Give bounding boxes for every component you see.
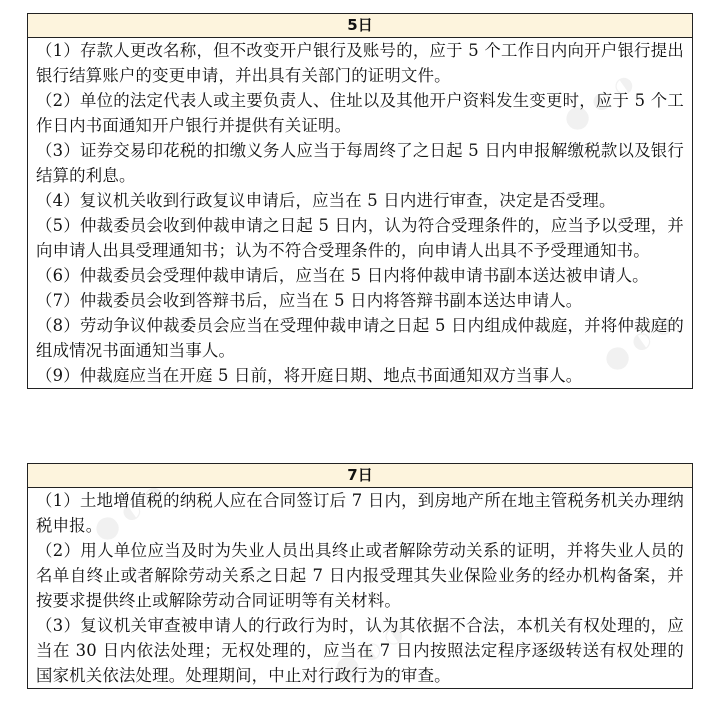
watermark-logo: ⬤ ◐ ◑ <box>599 309 679 376</box>
watermark-logo: ⬤ ◐ ◑ <box>329 619 409 686</box>
section-body <box>28 38 693 389</box>
section-body <box>28 488 693 689</box>
section-title: 5日 <box>28 14 693 38</box>
list-item: （4）复议机关收到行政复议申请后，应当在 5 日内进行审查，决定是否受理。 <box>36 191 616 210</box>
list-item: （6）仲裁委员会受理仲裁申请后，应当在 5 日内将仲裁申请书副本送达被申请人。 <box>36 266 649 285</box>
section-7-day-table <box>27 463 693 689</box>
list-item: （5）仲裁委员会收到仲裁申请之日起 5 日内，认为符合受理条件的，应当予以受理，并向申请人出具受理通知书；认为不符合受理条件的，向申请人出具不予受理通知书。 <box>36 216 684 260</box>
list-item: （2）用人单位应当及时为失业人员出具终止或者解除劳动关系的证明，并将失业人员的名单自终止或者解除劳动关系之日起 7 日内报受理其失业保险业务的经办机构备案，并按要求提供终止或解除劳动合同证明等有关材料。 <box>36 541 684 610</box>
watermark-logo: ⬤ ◐ ◑ <box>559 69 639 136</box>
list-item: （8）劳动争议仲裁委员会应当在受理仲裁申请之日起 5 日内组成仲裁庭，并将仲裁庭的组成情况书面通知当事人。 <box>36 316 684 360</box>
watermark-logo: ⬤ ◐ ◑ <box>89 479 169 546</box>
section-5-day-table <box>27 13 693 389</box>
list-item: （7）仲裁委员会收到答辩书后，应当在 5 日内将答辩书副本送达申请人。 <box>36 291 583 310</box>
list-item: （3）证券交易印花税的扣缴义务人应当于每周终了之日起 5 日内申报解缴税款以及银行结算的利息。 <box>36 141 684 185</box>
list-item: （3）复议机关审查被申请人的行政行为时，认为其依据不合法，本机关有权处理的，应当在 30 日内依法处理；无权处理的，应当在 7 日内按照法定程序逐级转送有权处理的国家机关依法处理。处理期间，中止对行政行为的审查。 <box>36 616 684 685</box>
list-item: （1）存款人更改名称，但不改变开户银行及账号的，应于 5 个工作日内向开户银行提出银行结算账户的变更申请，并出具有关部门的证明文件。 <box>36 41 684 85</box>
section-title: 7日 <box>28 464 693 488</box>
list-item: （1）土地增值税的纳税人应在合同签订后 7 日内，到房地产所在地主管税务机关办理纳税申报。 <box>36 491 684 535</box>
list-item: （2）单位的法定代表人或主要负责人、住址以及其他开户资料发生变更时，应于 5 个工作日内书面通知开户银行并提供有关证明。 <box>36 91 684 135</box>
list-item: （9）仲裁庭应当在开庭 5 日前，将开庭日期、地点书面通知双方当事人。 <box>36 366 583 385</box>
